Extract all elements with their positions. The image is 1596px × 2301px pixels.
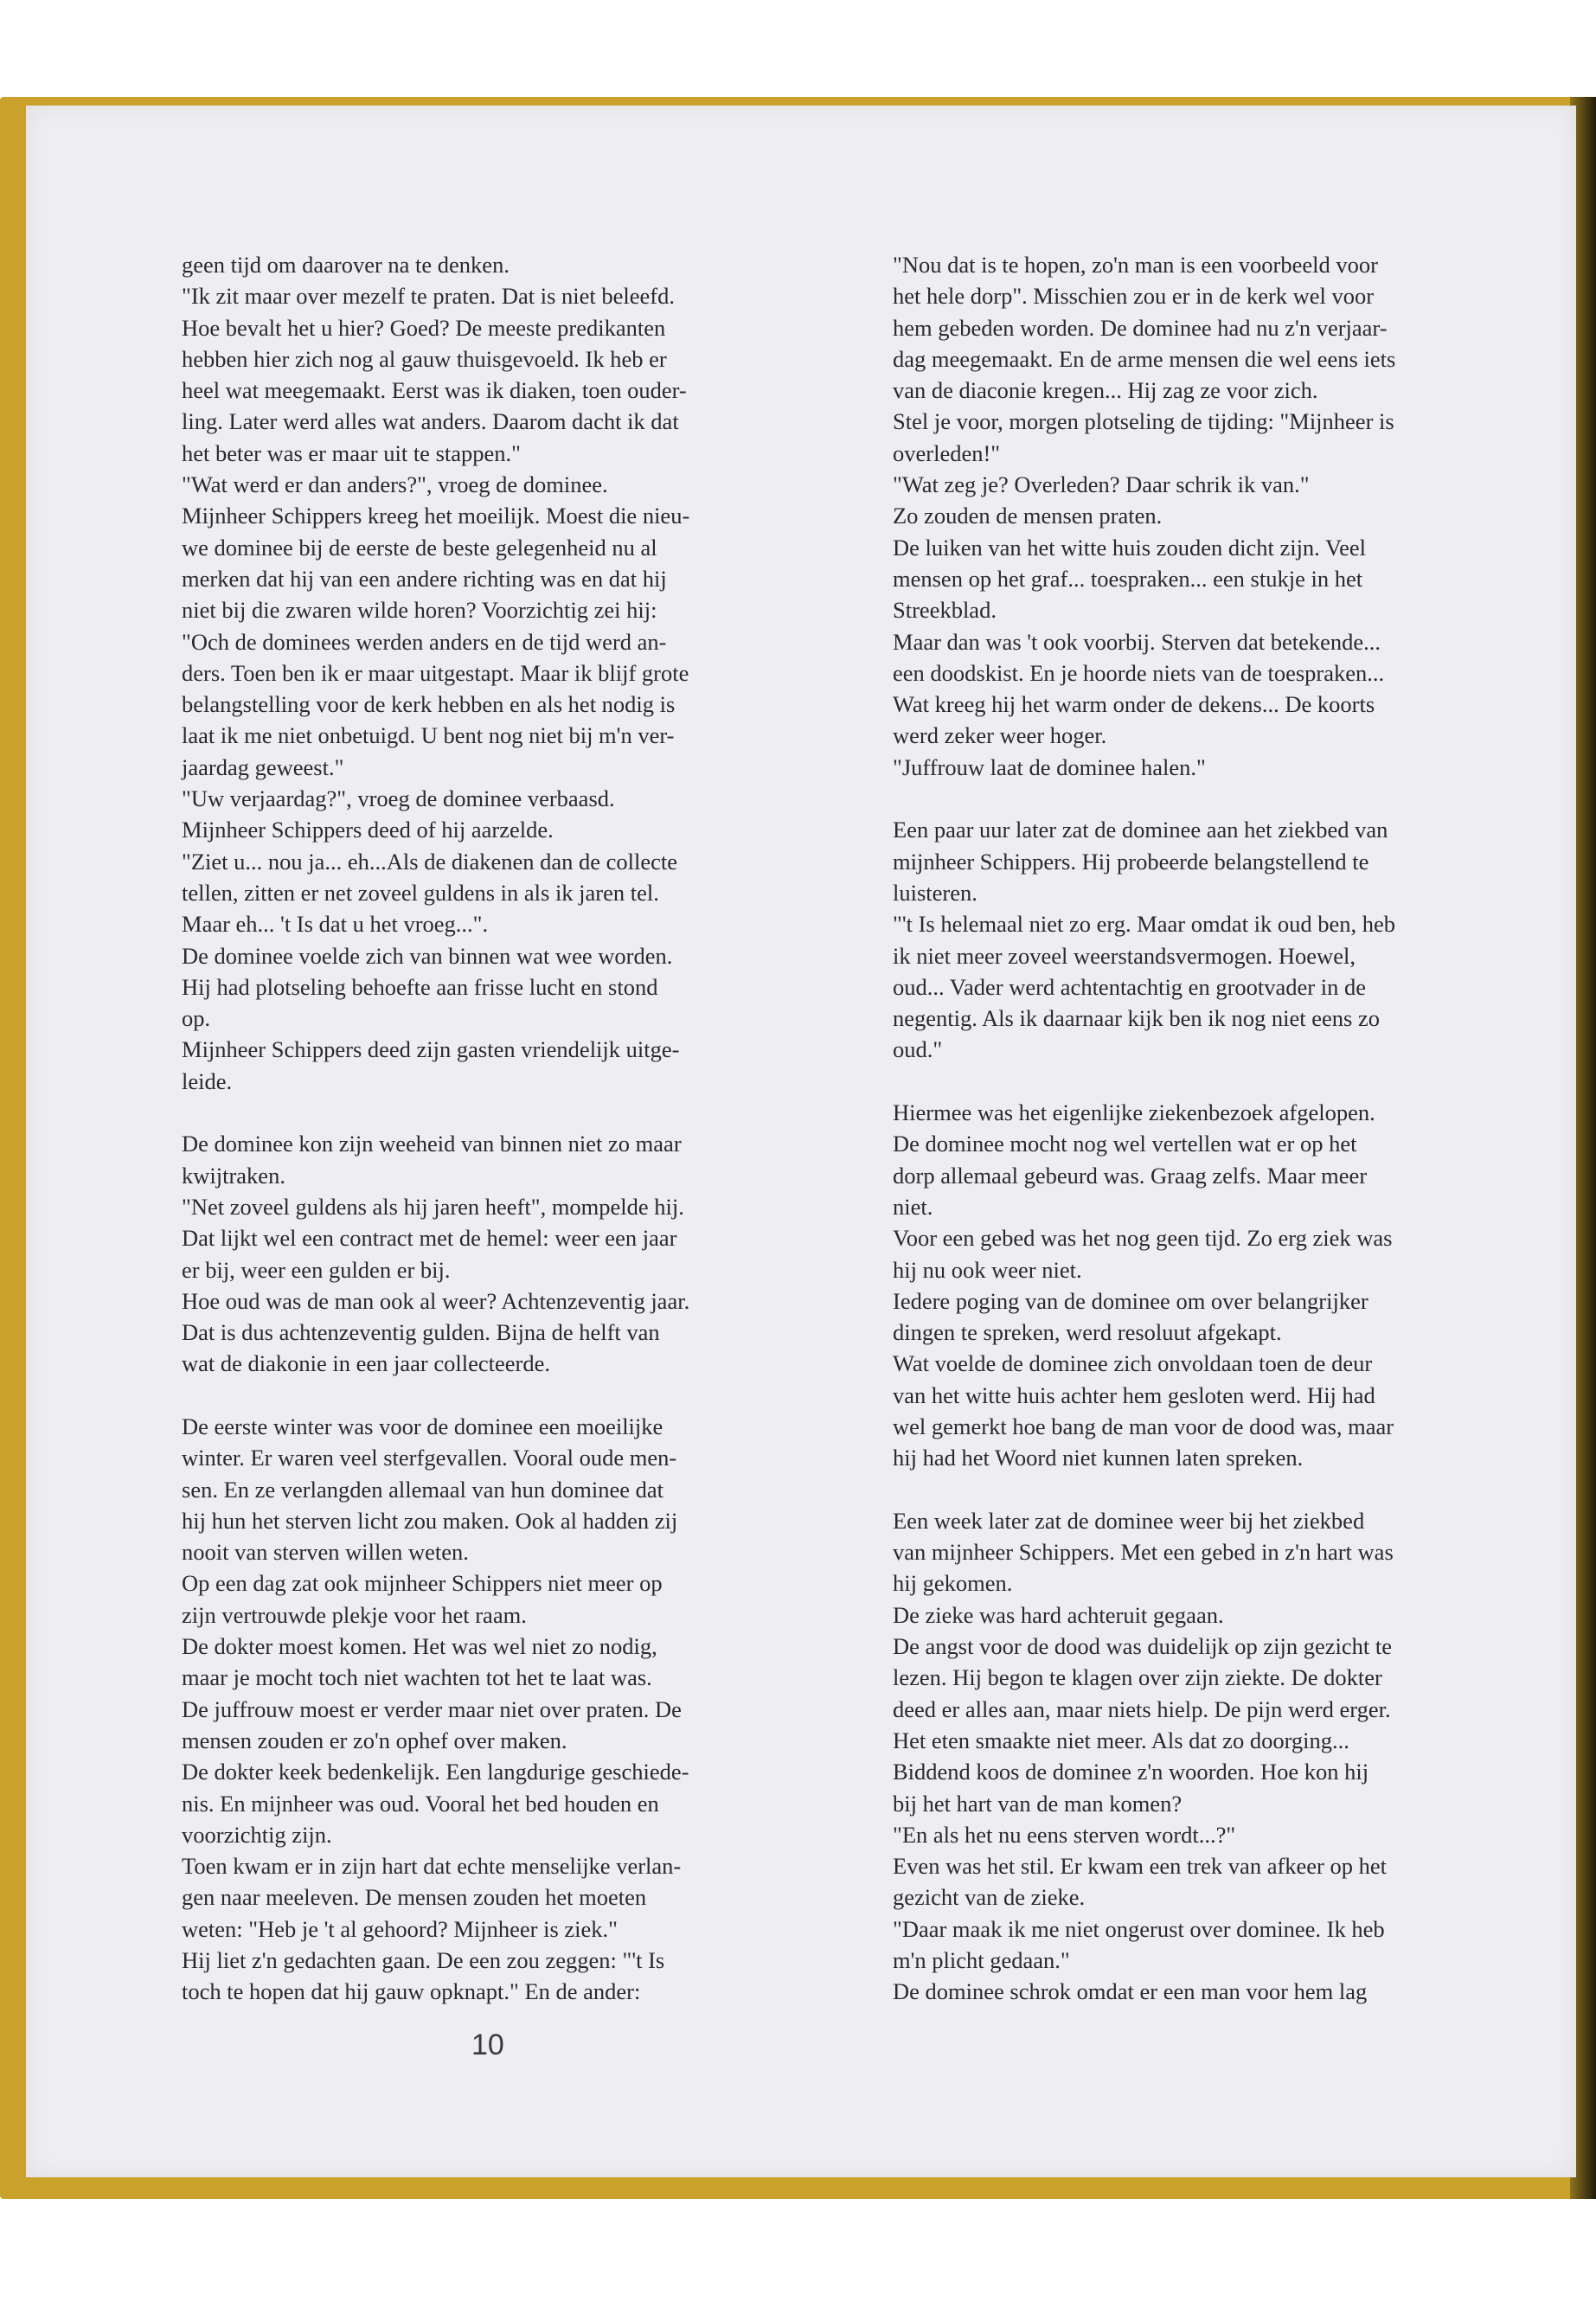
text-line: De dominee mocht nog wel vertellen wat er op het	[893, 1131, 1357, 1157]
text-line: De dokter keek bedenkelijk. Een langdurige geschiede-	[182, 1759, 689, 1785]
text-line: Mijnheer Schippers deed of hij aarzelde.	[182, 817, 554, 843]
text-line: wel gemerkt hoe bang de man voor de dood was, maar	[893, 1413, 1394, 1439]
left-text-column	[182, 249, 822, 2008]
text-line: van de diaconie kregen... Hij zag ze voor zich.	[893, 377, 1318, 404]
text-line: Het eten smaakte niet meer. Als dat zo doorging...	[893, 1727, 1349, 1753]
text-line: hij gekomen.	[893, 1570, 1013, 1597]
text-line: Stel je voor, morgen plotseling de tijding: "Mijnheer is	[893, 408, 1394, 435]
text-line: Een week later zat de dominee weer bij het ziekbed	[893, 1507, 1365, 1534]
text-line: De dominee voelde zich van binnen wat wee worden.	[182, 942, 673, 969]
text-line: Hij liet z'n gedachten gaan. De een zou zeggen: "'t Is	[182, 1947, 665, 1974]
text-line: tellen, zitten er net zoveel guldens in als ik jaren tel.	[182, 879, 659, 906]
page-number: 10	[471, 2029, 504, 2061]
text-line: een doodskist. En je hoorde niets van de toespraken...	[893, 659, 1385, 686]
text-line: "Juffrouw laat de dominee halen."	[893, 753, 1206, 780]
text-line: maar je mocht toch niet wachten tot het te laat was.	[182, 1664, 652, 1691]
text-line: bij het hart van de man komen?	[893, 1790, 1183, 1817]
text-line: op.	[182, 1005, 211, 1032]
text-line: ik niet meer zoveel weerstandsvermogen. Hoewel,	[893, 942, 1356, 969]
text-line: De eerste winter was voor de dominee een moeilijke	[182, 1413, 663, 1439]
text-line: werd zeker weer hoger.	[893, 722, 1107, 749]
text-line: De dominee schrok omdat er een man voor hem lag	[893, 1978, 1368, 2005]
text-line: De zieke was hard achteruit gegaan.	[893, 1601, 1224, 1628]
text-line: kwijtraken.	[182, 1162, 285, 1189]
text-line: Op een dag zat ook mijnheer Schippers niet meer op	[182, 1570, 663, 1597]
text-line: weten: "Heb je 't al gehoord? Mijnheer is ziek."	[182, 1915, 618, 1942]
right-text-column	[893, 249, 1533, 2008]
text-line: Wat kreeg hij het warm onder de dekens... De koorts	[893, 691, 1375, 718]
text-line: sen. En ze verlangden allemaal van hun dominee dat	[182, 1476, 664, 1503]
text-line: merken dat hij van een andere richting was en dat hij	[182, 565, 667, 592]
text-line: "'t Is helemaal niet zo erg. Maar omdat ik oud ben, heb	[893, 911, 1395, 938]
text-line: deed er alles aan, maar niets hielp. De pijn werd erger.	[893, 1695, 1391, 1722]
text-line: m'n plicht gedaan."	[893, 1947, 1070, 1974]
text-line: luisteren.	[893, 879, 977, 906]
text-line: hij had het Woord niet kunnen laten spreken.	[893, 1445, 1304, 1471]
text-line: van het witte huis achter hem gesloten werd. Hij had	[893, 1381, 1375, 1408]
text-line: ders. Toen ben ik er maar uitgestapt. Maar ik blijf grote	[182, 659, 689, 686]
text-line: gen naar meeleven. De mensen zouden het moeten	[182, 1884, 647, 1911]
text-line: "Nou dat is te hopen, zo'n man is een voorbeeld voor	[893, 252, 1378, 278]
text-line: De dokter moest komen. Het was wel niet zo nodig,	[182, 1633, 657, 1660]
text-line: hij nu ook weer niet.	[893, 1256, 1082, 1283]
text-line: dingen te spreken, werd resoluut afgekapt.	[893, 1319, 1282, 1346]
text-line: hij hun het sterven licht zou maken. Ook al hadden zij	[182, 1507, 678, 1534]
text-line: er bij, weer een gulden er bij.	[182, 1256, 451, 1283]
paragraph-gap	[893, 783, 1533, 814]
text-line: negentig. Als ik daarnaar kijk ben ik nog niet eens zo	[893, 1005, 1380, 1032]
text-line: gezicht van de zieke.	[893, 1884, 1086, 1911]
text-line: "Daar maak ik me niet ongerust over dominee. Ik heb	[893, 1915, 1385, 1942]
text-line: Een paar uur later zat de dominee aan het ziekbed van	[893, 817, 1388, 843]
text-line: De angst voor de dood was duidelijk op zijn gezicht te	[893, 1633, 1392, 1660]
text-line: "Ik zit maar over mezelf te praten. Dat is niet beleefd.	[182, 283, 675, 310]
text-line: De juffrouw moest er verder maar niet over praten. De	[182, 1695, 682, 1722]
text-line: "En als het nu eens sterven wordt...?"	[893, 1821, 1236, 1848]
text-line: Hoe bevalt het u hier? Goed? De meeste predikanten	[182, 314, 666, 341]
text-line: "Uw verjaardag?", vroeg de dominee verbaasd.	[182, 785, 615, 812]
text-line: mensen op het graf... toespraken... een stukje in het	[893, 565, 1363, 592]
text-line: "Ziet u... nou ja... eh...Als de diakenen dan de collecte	[182, 848, 678, 875]
text-line: oud."	[893, 1036, 943, 1063]
text-line: Maar eh... 't Is dat u het vroeg...".	[182, 911, 489, 938]
text-line: dorp allemaal gebeurd was. Graag zelfs. Maar meer	[893, 1162, 1368, 1189]
paragraph-gap	[182, 1380, 822, 1411]
text-line: dag meegemaakt. En de arme mensen die wel eens iets	[893, 345, 1396, 372]
text-line: winter. Er waren veel sterfgevallen. Vooral oude men-	[182, 1445, 677, 1471]
text-line: "Wat zeg je? Overleden? Daar schrik ik van."	[893, 471, 1310, 498]
text-line: Mijnheer Schippers kreeg het moeilijk. Moest die nieu-	[182, 503, 690, 529]
text-line: Maar dan was 't ook voorbij. Sterven dat betekende...	[893, 628, 1381, 655]
text-line: heel wat meegemaakt. Eerst was ik diaken, toen ouder-	[182, 377, 687, 404]
text-line: hebben hier zich nog al gauw thuisgevoeld. Ik heb er	[182, 345, 667, 372]
text-line: leide.	[182, 1067, 233, 1094]
text-line: laat ik me niet onbetuigd. U bent nog niet bij m'n ver-	[182, 722, 675, 749]
text-line: Dat lijkt wel een contract met de hemel: weer een jaar	[182, 1225, 677, 1252]
paragraph-gap	[182, 1097, 822, 1128]
text-line: ling. Later werd alles wat anders. Daarom dacht ik dat	[182, 408, 679, 435]
text-line: Hoe oud was de man ook al weer? Achtenzeventig jaar.	[182, 1287, 690, 1314]
text-line: Wat voelde de dominee zich onvoldaan toen de deur	[893, 1350, 1373, 1377]
text-line: Hiermee was het eigenlijke ziekenbezoek afgelopen.	[893, 1099, 1375, 1126]
text-line: het hele dorp". Misschien zou er in de kerk wel voor	[893, 283, 1375, 310]
text-line: toch te hopen dat hij gauw opknapt." En de ander:	[182, 1978, 641, 2005]
text-line: niet bij die zwaren wilde horen? Voorzichtig zei hij:	[182, 597, 657, 624]
text-line: "Wat werd er dan anders?", vroeg de dominee.	[182, 471, 608, 498]
text-line: mijnheer Schippers. Hij probeerde belangstellend te	[893, 848, 1369, 875]
text-line: Biddend koos de dominee z'n woorden. Hoe kon hij	[893, 1759, 1369, 1785]
text-line: Even was het stil. Er kwam een trek van afkeer op het	[893, 1853, 1388, 1880]
text-line: belangstelling voor de kerk hebben en als het nodig is	[182, 691, 676, 718]
text-line: "Net zoveel guldens als hij jaren heeft", mompelde hij.	[182, 1193, 684, 1220]
text-line: voorzichtig zijn.	[182, 1821, 332, 1848]
text-line: Hij had plotseling behoefte aan frisse lucht en stond	[182, 973, 658, 1000]
text-line: De luiken van het witte huis zouden dicht zijn. Veel	[893, 534, 1367, 561]
text-line: Zo zouden de mensen praten.	[893, 503, 1163, 529]
text-line: Mijnheer Schippers deed zijn gasten vriendelijk uitge-	[182, 1036, 680, 1063]
text-line: niet.	[893, 1193, 933, 1220]
text-line: Voor een gebed was het nog geen tijd. Zo erg ziek was	[893, 1225, 1393, 1252]
text-line: nis. En mijnheer was oud. Vooral het bed houden en	[182, 1790, 659, 1817]
paragraph-gap	[893, 1066, 1533, 1097]
paragraph-gap	[893, 1474, 1533, 1505]
text-line: Dat is dus achtenzeventig gulden. Bijna de helft van	[182, 1319, 660, 1346]
text-line: zijn vertrouwde plekje voor het raam.	[182, 1601, 527, 1628]
text-line: De dominee kon zijn weeheid van binnen niet zo maar	[182, 1131, 682, 1157]
text-line: Iedere poging van de dominee om over belangrijker	[893, 1287, 1368, 1314]
text-line: oud... Vader werd achtentachtig en grootvader in de	[893, 973, 1366, 1000]
text-line: mensen zouden er zo'n ophef over maken.	[182, 1727, 567, 1753]
text-line: "Och de dominees werden anders en de tijd werd an-	[182, 628, 667, 655]
text-line: nooit van sterven willen weten.	[182, 1539, 469, 1566]
text-line: geen tijd om daarover na te denken.	[182, 252, 510, 278]
text-line: hem gebeden worden. De dominee had nu z'n verjaar-	[893, 314, 1388, 341]
text-line: overleden!"	[893, 439, 1001, 466]
text-line: we dominee bij de eerste de beste gelegenheid nu al	[182, 534, 657, 561]
text-line: Streekblad.	[893, 597, 997, 624]
text-line: jaardag geweest."	[182, 753, 344, 780]
text-line: wat de diakonie in een jaar collecteerde.	[182, 1350, 550, 1377]
text-line: lezen. Hij begon te klagen over zijn ziekte. De dokter	[893, 1664, 1382, 1691]
text-line: Toen kwam er in zijn hart dat echte menselijke verlan-	[182, 1853, 682, 1880]
text-line: het beter was er maar uit te stappen."	[182, 439, 521, 466]
text-line: van mijnheer Schippers. Met een gebed in z'n hart was	[893, 1539, 1394, 1566]
